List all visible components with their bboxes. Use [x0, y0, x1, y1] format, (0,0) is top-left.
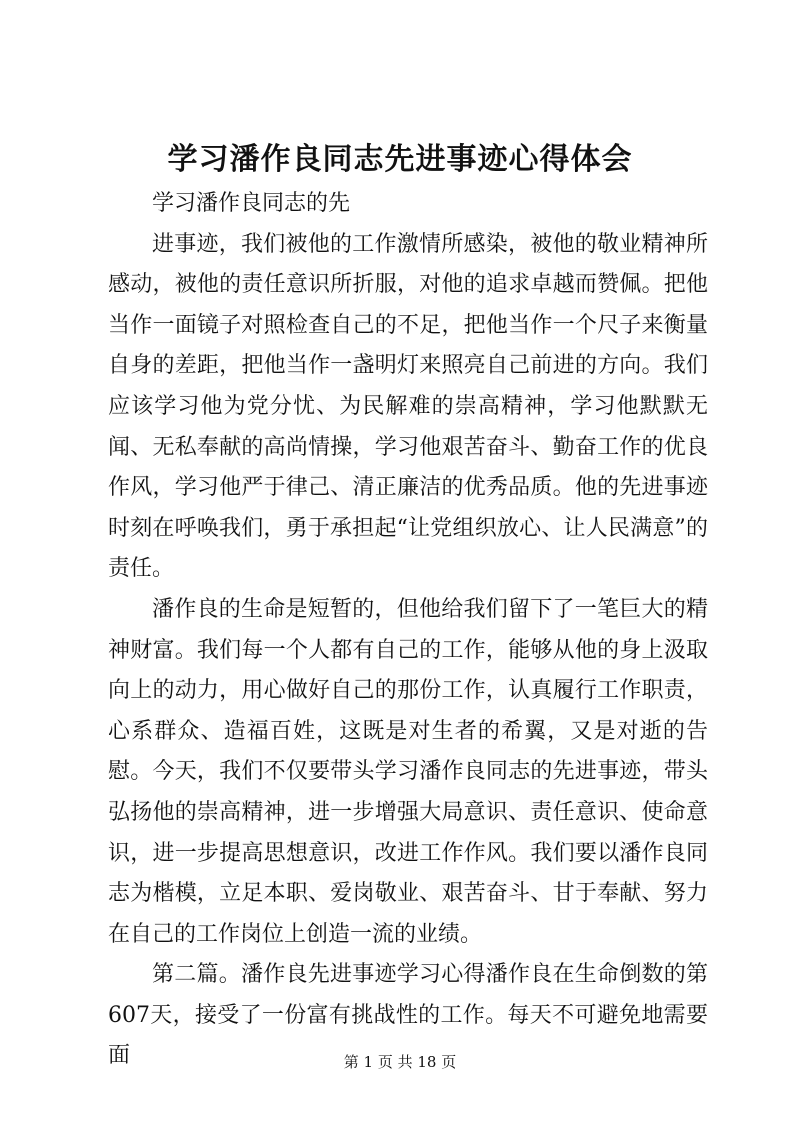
paragraph-4: 第二篇。潘作良先进事迹学习心得潘作良在生命倒数的第607天，接受了一份富有挑战性的工作。每天不可避免地需要面	[108, 962, 708, 1069]
paragraph-1: 学习潘作良同志的先	[152, 191, 351, 216]
page-footer: 第 1 页 共 18 页	[343, 1053, 457, 1071]
paragraph-2: 进事迹，我们被他的工作激情所感染，被他的敬业精神所感动，被他的责任意识所折服，对他的追求卓越而赞佩。把他当作一面镜子对照检查自己的不足，把他当作一个尺子来衡量自身的差距，把他当作一盏明灯来照亮自己前进的方向。我们应该学习他为党分忧、为民解难的崇高精神，学习他默默无闻、无私奉献的高尚情操，学习他艰苦奋斗、勤奋工作的优良作风，学习他严于律己、清正廉洁的优秀品质。他的先进事迹时刻在呼唤我们，勇于承担起“让党组织放心、让人民满意”的责任。	[108, 231, 708, 582]
document-title: 学习潘作良同志先进事迹心得体会	[167, 142, 633, 177]
document-body	[108, 184, 708, 1077]
paragraph-3: 潘作良的生命是短暂的，但他给我们留下了一笔巨大的精神财富。我们每一个人都有自己的工作，能够从他的身上汲取向上的动力，用心做好自己的那份工作，认真履行工作职责，心系群众、造福百姓，这既是对生者的希翼，又是对逝的告慰。今天，我们不仅要带头学习潘作良同志的先进事迹，带头弘扬他的崇高精神，进一步增强大局意识、责任意识、使命意识，进一步提高思想意识，改进工作作风。我们要以潘作良同志为楷模，立足本职、爱岗敬业、艰苦奋斗、甘于奉献、努力在自己的工作岗位上创造一流的业绩。	[108, 596, 708, 947]
